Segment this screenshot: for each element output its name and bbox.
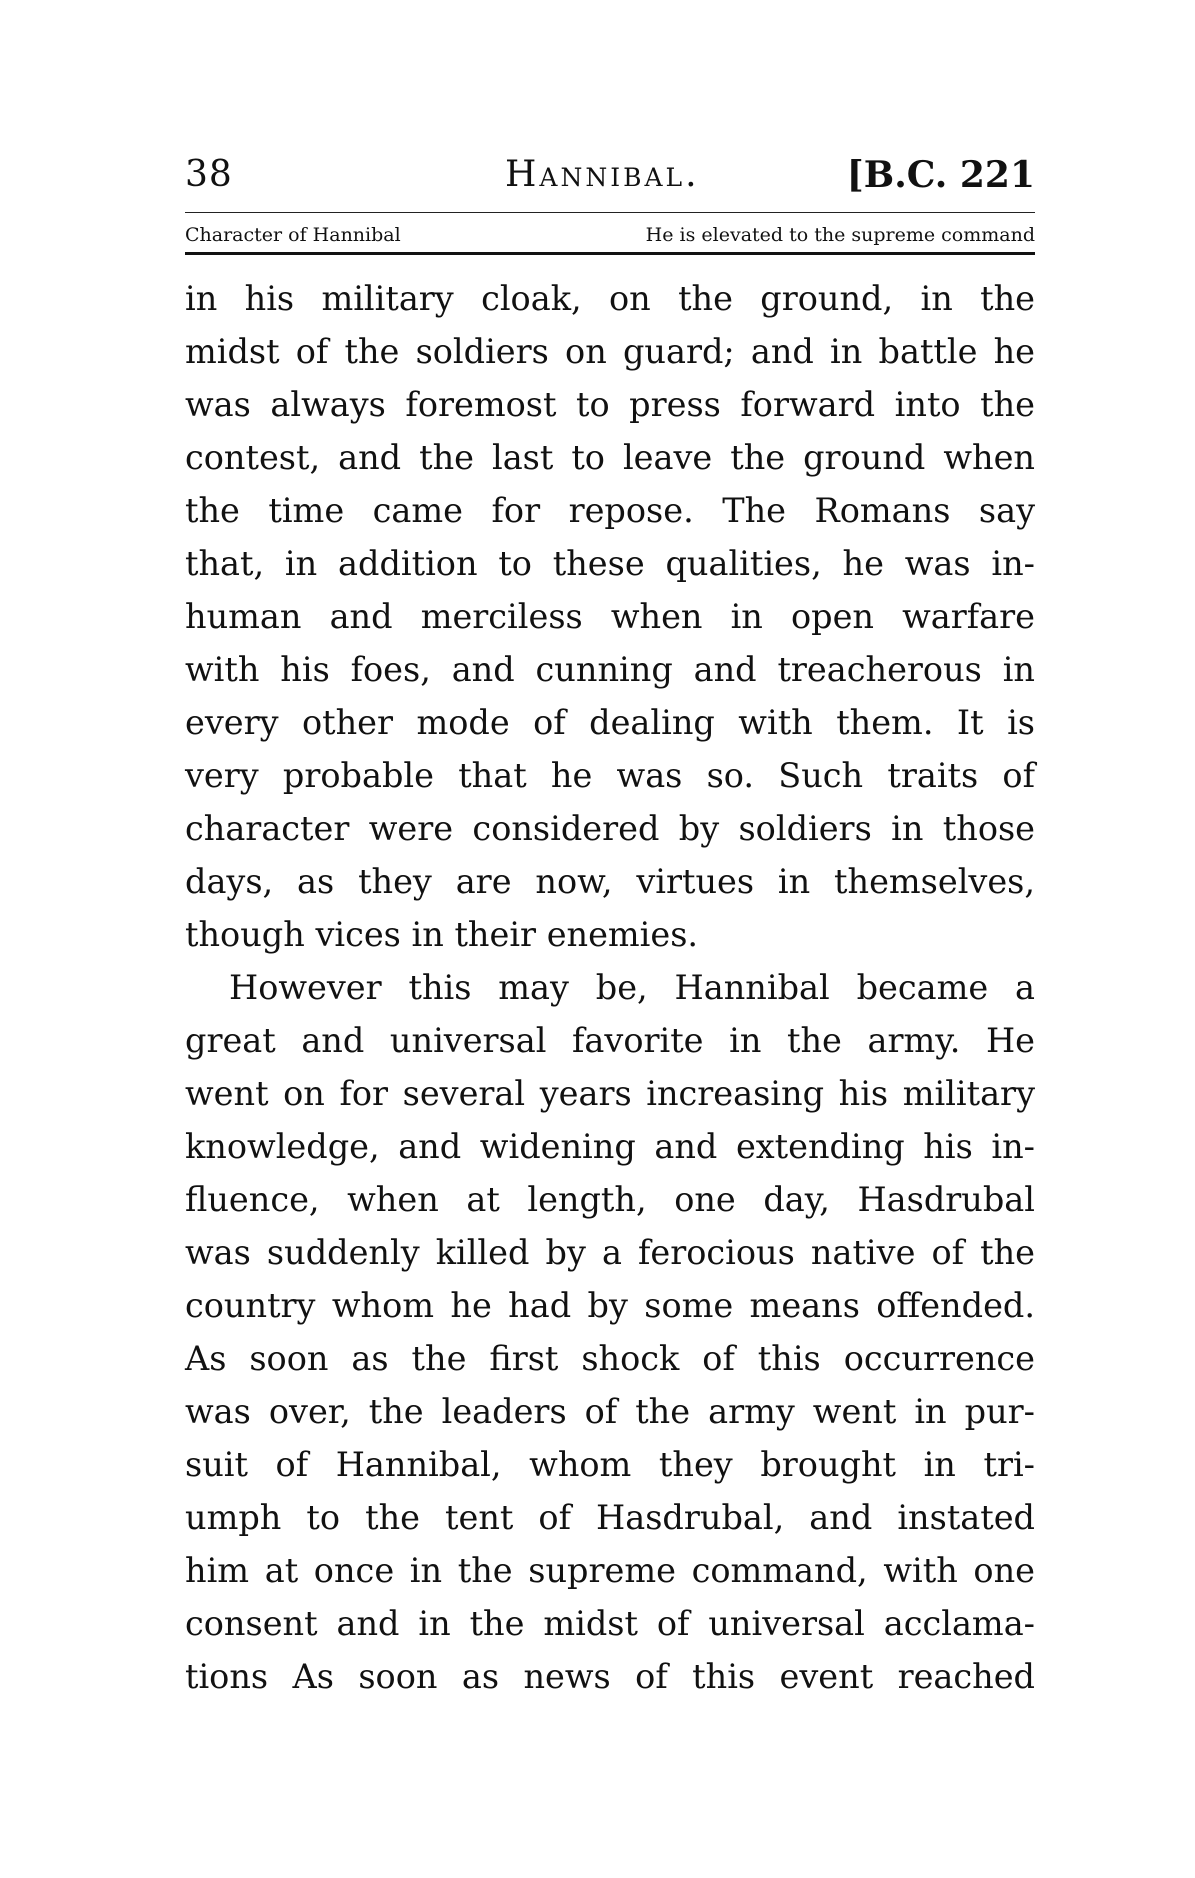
text-line: was always foremost to press forward into the [185, 385, 1035, 424]
text-line: was suddenly killed by a ferocious native of the [185, 1233, 1035, 1272]
text-line: However this may be, Hannibal became a [229, 968, 1035, 1007]
text-line: consent and in the midst of universal acclama- [185, 1604, 1035, 1643]
text-line: very probable that he was so. Such traits of [185, 756, 1035, 795]
text-line: umph to the tent of Hasdrubal, and instated [185, 1498, 1035, 1537]
text-line: human and merciless when in open warfare [185, 597, 1035, 636]
running-head [185, 150, 1035, 210]
subhead-left: Character of Hannibal [185, 224, 401, 246]
text-line: every other mode of dealing with them. It is [185, 703, 1035, 742]
text-line: the time came for repose. The Romans say [185, 491, 1035, 530]
text-line: contest, and the last to leave the ground when [185, 438, 1035, 477]
text-line: midst of the soldiers on guard; and in battle he [185, 332, 1035, 371]
text-line: character were considered by soldiers in those [185, 809, 1035, 848]
text-line: in his military cloak, on the ground, in the [185, 279, 1035, 318]
text-line: days, as they are now, virtues in themselves, [185, 862, 1035, 901]
text-line: suit of Hannibal, whom they brought in tri- [185, 1445, 1035, 1484]
text-line: As soon as the first shock of this occurrence [185, 1339, 1035, 1378]
book-title: Hannibal. [505, 154, 700, 195]
text-line: went on for several years increasing his military [185, 1074, 1035, 1113]
text-line: fluence, when at length, one day, Hasdrubal [185, 1180, 1035, 1219]
text-line: was over, the leaders of the army went in pur- [185, 1392, 1035, 1431]
page-number: 38 [185, 154, 233, 195]
text-line: though vices in their enemies. [185, 915, 699, 954]
text-line: great and universal favorite in the army. He [185, 1021, 1035, 1060]
year-marker: [B.C. 221 [846, 154, 1035, 196]
header-rule [185, 212, 1035, 213]
text-line: that, in addition to these qualities, he was in- [185, 544, 1035, 583]
subhead-rule [185, 252, 1035, 255]
text-line: country whom he had by some means offended. [185, 1286, 1035, 1325]
subheads [185, 222, 1035, 252]
subhead-right: He is elevated to the supreme command [645, 224, 1035, 246]
text-line: him at once in the supreme command, with one [185, 1551, 1035, 1590]
text-line: knowledge, and widening and extending his in- [185, 1127, 1035, 1166]
body-text [185, 272, 1035, 1703]
text-line: with his foes, and cunning and treacherous in [185, 650, 1035, 689]
text-line: tions As soon as news of this event reached [185, 1657, 1035, 1696]
